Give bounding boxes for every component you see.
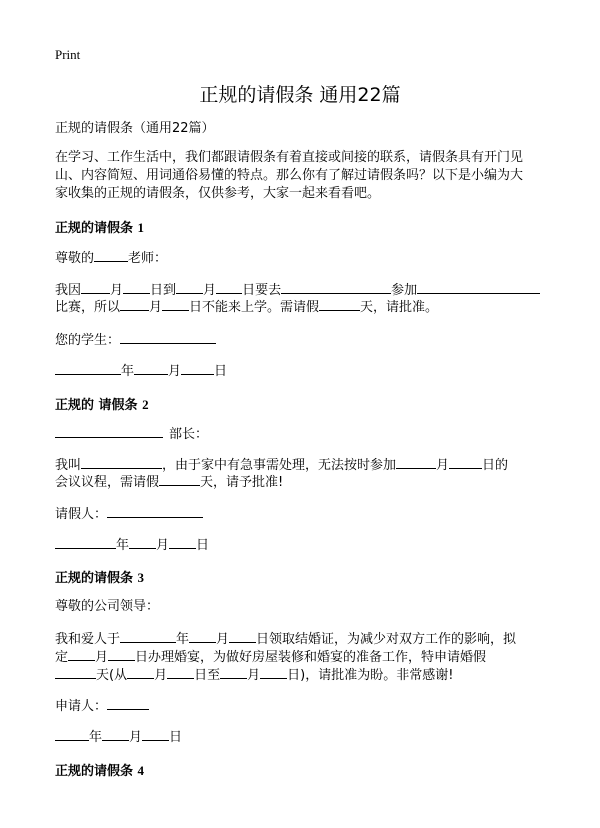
date-line: 年 月 日: [55, 361, 227, 381]
body-line: 会议议程，需请假 天，请予批准!: [55, 472, 283, 492]
body-line: 定 月 日办理婚宴，为做好房屋装修和婚宴的准备工作，特申请婚假: [55, 647, 486, 667]
section-heading: 正规的请假条 3: [55, 570, 145, 586]
section-heading: 正规的请假条 1: [55, 220, 145, 236]
body-line: 我叫 ，由于家中有急事需处理，无法按时参加 月 日的: [55, 455, 508, 475]
signature-line: 申请人：: [55, 696, 149, 716]
body-line: 天(从 月 日至 月 日)，请批准为盼。非常感谢!: [55, 665, 453, 685]
intro-line: 山、内容简短、用词通俗易懂的特点。那么你有了解过请假条吗？以下是小编为大: [55, 168, 524, 183]
body-line: 比赛，所以 月 日不能来上学。需请假 天，请批准。: [55, 297, 438, 317]
greeting-line: 部长：: [55, 424, 208, 444]
body-line: 我和爱人于 年 月 日领取结婚证，为减少对双方工作的影响，拟: [55, 629, 516, 649]
signature-line: 您的学生：: [55, 330, 216, 350]
section-heading: 正规的 请假条 2: [55, 397, 149, 413]
subtitle: 正规的请假条（通用22篇）: [55, 121, 215, 136]
page-title: 正规的请假条 通用22篇: [199, 84, 401, 106]
print-link[interactable]: Print: [55, 47, 81, 62]
body-line: 我因 月 日到 月 日要去 参加: [55, 280, 540, 300]
intro-line: 家收集的正规的请假条，仅供参考，大家一起来看看吧。: [55, 186, 381, 201]
date-line: 年 月 日: [55, 727, 182, 747]
intro-line: 在学习、工作生活中，我们都跟请假条有着直接或间接的联系，请假条具有开门见: [55, 150, 524, 165]
signature-line: 请假人：: [55, 504, 203, 524]
greeting-line: 尊敬的 老师：: [55, 248, 167, 268]
date-line: 年 月 日: [55, 535, 209, 555]
section-heading: 正规的请假条 4: [55, 763, 145, 779]
greeting-line: 尊敬的公司领导：: [55, 599, 160, 614]
